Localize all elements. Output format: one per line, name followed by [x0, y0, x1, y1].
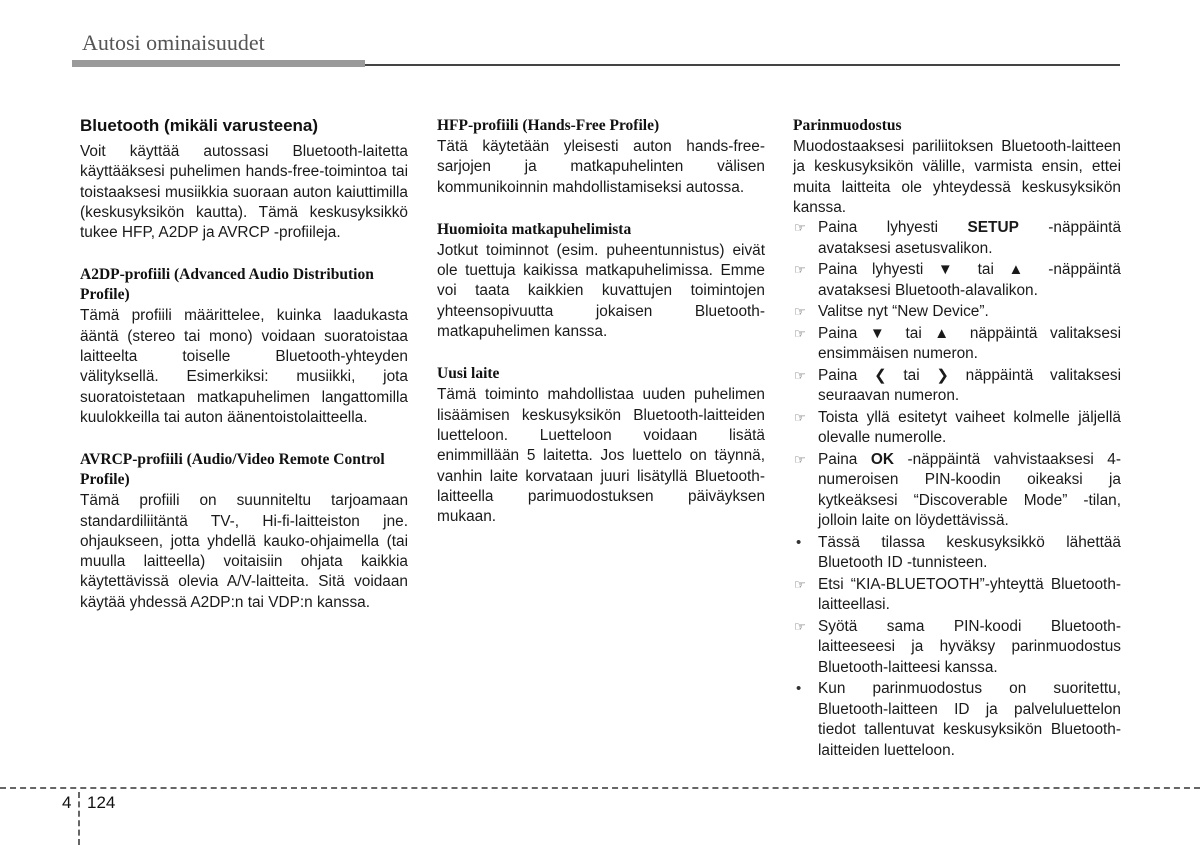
hfp-paragraph: Tätä käytetään yleisesti auton hands-free-sarjojen ja matkapuhelinten välisen kommunikoinnin mahdollistamiseksi autossa. — [437, 138, 765, 196]
footer-divider — [78, 792, 80, 845]
pairing-intro: Muodostaaksesi pariliitoksen Bluetooth-laitteen ja keskusyksikön välille, varmista ensin, ettei muita laitteita ole yhteydessä keskusyksikön kanssa. — [793, 138, 1121, 216]
new-device-title: Uusi laite — [437, 365, 500, 383]
step-text: näppäintä valitaksesi seuraavan numeron. — [818, 366, 1121, 405]
pointer-icon: ☞ — [794, 451, 806, 467]
pointer-icon: ☞ — [794, 409, 806, 425]
list-item — [793, 533, 1121, 574]
step-text: Syötä sama PIN-koodi Bluetooth-laitteeseesi ja hyväksy parinmuodostus Bluetooth-laitteesi kanssa. — [818, 617, 1121, 676]
list-item — [793, 450, 1121, 532]
pointer-icon: ☞ — [794, 304, 806, 320]
step-text: -näppäintä vahvistaaksesi 4-numeroisen PIN-koodin oikeaksi ja kytkeäksesi “Discoverable Mode” -tilan, jolloin laite on löydettävissä. — [818, 450, 1121, 530]
page-number: 124 — [87, 793, 116, 812]
pointer-icon: ☞ — [794, 262, 806, 278]
ok-key-label: OK — [870, 450, 894, 468]
list-item — [793, 679, 1121, 761]
step-text: tai — [886, 366, 937, 384]
footer-rule — [0, 787, 1200, 789]
column-left — [80, 116, 408, 613]
bullet-icon: • — [796, 680, 802, 698]
list-item — [793, 575, 1121, 616]
arrow-up-icon: ▲ — [1008, 261, 1034, 279]
a2dp-title: A2DP-profiili (Advanced Audio Distribution Profile) — [80, 266, 374, 304]
page-header-title: Autosi ominaisuudet — [82, 30, 265, 55]
column-middle — [437, 116, 765, 527]
step-text: -näppäintä avataksesi Bluetooth-alavalikon. — [818, 261, 1121, 299]
pointer-icon: ☞ — [794, 220, 806, 236]
avrcp-paragraph: Tämä profiili on suunniteltu tarjoamaan standardiliitäntä TV-, Hi-fi-laitteiston jne. ohjaukseen, jotta yhdellä kauko-ohjaimella (tai muulla laitteella) voitaisiin ohjata kaikkia käytettävissä olevia A/V-laitteita. Sitä voidaan käytää yhdessä A2DP:n tai VDP:n kanssa. — [80, 492, 408, 611]
list-item — [793, 324, 1121, 365]
notes-paragraph: Jotkut toiminnot (esim. puheentunnistus) eivät ole tuettuja kaikissa matkapuhelimissa. Emme voi taata kaikkien kuvattujen toimintojen yhteensopivuutta jokaisen Bluetooth-matkapuhelimen kanssa. — [437, 241, 765, 341]
intro-paragraph: Voit käyttää autossasi Bluetooth-laitetta käyttääksesi puhelimen hands-free-toimintoa tai toistaaksesi musiikkia suoraan auton kaiuttimilla (keskusyksikön kautta). Tämä keskusyksikkö tukee HFP, A2DP ja AVRCP -profiileja. — [80, 143, 408, 242]
avrcp-title: AVRCP-profiili (Audio/Video Remote Control Profile) — [80, 451, 385, 489]
step-text: Kun parinmuodostus on suoritettu, Bluetooth-laitteen ID ja palveluluettelon tiedot tallentuvat keskusyksikön Bluetooth-laitteiden luetteloon. — [818, 680, 1121, 759]
chapter-number: 4 — [62, 793, 72, 812]
step-text: Paina — [818, 366, 875, 384]
step-text: Etsi “KIA-BLUETOOTH”-yhteyttä Bluetooth-laitteellasi. — [818, 575, 1121, 614]
arrow-up-icon: ▲ — [934, 324, 958, 342]
step-text: Tässä tilassa keskusyksikkö lähettää Bluetooth ID -tunnisteen. — [818, 533, 1121, 572]
list-item — [793, 302, 1121, 323]
step-text: Toista yllä esitetyt vaiheet kolmelle jäljellä olevalle numerolle. — [818, 408, 1121, 447]
chevron-left-icon: ❮ — [874, 366, 887, 384]
arrow-down-icon: ▼ — [937, 261, 964, 279]
step-text: Valitse nyt “New Device”. — [818, 303, 989, 321]
hfp-title: HFP-profiili (Hands-Free Profile) — [437, 117, 660, 134]
notes-title: Huomioita matkapuhelimista — [437, 220, 632, 238]
pointer-icon: ☞ — [794, 325, 806, 341]
step-text: näppäintä valitaksesi ensimmäisen numeron. — [818, 324, 1121, 363]
step-text: Paina — [818, 324, 870, 342]
column-right — [793, 116, 1121, 762]
header-rule — [365, 64, 1120, 66]
header-bar — [72, 60, 365, 67]
list-item — [793, 408, 1121, 449]
pointer-icon: ☞ — [794, 618, 806, 634]
arrow-down-icon: ▼ — [869, 324, 893, 342]
pairing-steps — [793, 218, 1121, 761]
chevron-right-icon: ❯ — [936, 366, 949, 384]
pointer-icon: ☞ — [794, 576, 806, 592]
step-text: -näppäintä avataksesi asetusvalikon. — [818, 219, 1121, 257]
list-item — [793, 366, 1121, 407]
section-title: Bluetooth (mikäli varusteena) — [80, 116, 319, 135]
step-text: tai — [892, 324, 935, 342]
a2dp-paragraph: Tämä profiili määrittelee, kuinka laadukasta ääntä (stereo tai mono) voidaan suoratoistaa laitteelta toiselle Bluetooth-yhteyden välityksellä. Esimerkiksi: musiikki, jota suoratoistetaan matkapuhelimen langattomilla kuulokkeilla tai auton äänentoistolaitteella. — [80, 307, 408, 426]
list-item — [793, 617, 1121, 679]
list-item — [793, 218, 1121, 259]
step-text: Paina lyhyesti — [818, 219, 968, 237]
setup-key-label: SETUP — [967, 219, 1019, 237]
pairing-title: Parinmuodostus — [793, 117, 902, 134]
list-item — [793, 260, 1121, 301]
step-text: Paina lyhyesti — [818, 261, 938, 279]
step-text: Paina — [818, 450, 871, 468]
new-device-paragraph: Tämä toiminto mahdollistaa uuden puhelimen lisäämisen keskusyksikön Bluetooth-laitteiden luetteloon. Luetteloon voidaan lisätä enimmillään 5 laitetta. Jos luettelo on täynnä, vanhin laite korvataan juuri lisätyllä Bluetooth-laitteella parimuodostuksen päiväyksen mukaan. — [437, 386, 765, 526]
pointer-icon: ☞ — [794, 367, 806, 383]
bullet-icon: • — [796, 533, 802, 551]
step-text: tai — [963, 261, 1009, 279]
